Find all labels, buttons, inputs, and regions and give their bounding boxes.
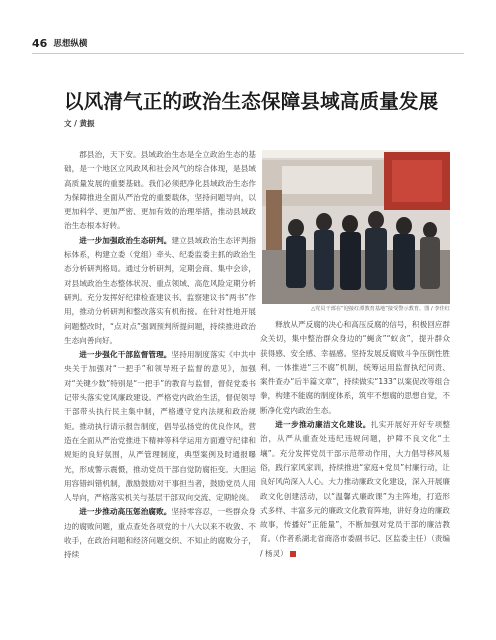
photo-caption: △党员干部在“迎接红潭教育基地”接受警示教育。图 / 李佳红 xyxy=(311,306,450,312)
article-photo xyxy=(262,150,450,304)
section-paragraph xyxy=(64,348,256,505)
subheading: 进一步加强政治生态研判。 xyxy=(79,235,172,245)
article-byline: 文 / 黄振 xyxy=(64,119,95,128)
subheading: 进一步推动高压惩治腐败。 xyxy=(79,507,172,517)
subheading: 进一步推动廉洁文化建设。 xyxy=(275,420,371,430)
paragraph: 释放从严反腐的决心和高压反腐的信号，积极回应群众关切，集中整治群众身边的“蝇贪”“蚁贪”，提升群众获得感、安全感、幸福感。坚持发展反腐败斗争压倒性胜利，一体推进“三不腐”机制，统筹运用监督执纪问责、案件查办“后半篇文章”，持续做实“133”以案促改等组合拳，构建不能腐的制度体系，筑牢不想腐的思想自觉，不断净化党内政治生态。 xyxy=(260,320,450,415)
paragraph: 郡县治，天下安。县域政治生态是全立政治生态的基础，是一个地区立风政风和社会风气的综合体现，是县域高质量发展的重要基础。我们必须把净化县域政治生态作为保障推进全面从严治党的重要载体，坚持问题导向，以更加科学、更加严密、更加有效的治理举措，推动县域政治生态根本好转。 xyxy=(64,150,256,231)
end-mark-icon xyxy=(290,551,296,557)
article-title: 以风清气正的政治生态保障县域高质量发展 xyxy=(64,90,439,113)
paragraph-body: 坚持用制度落实《中共中央关于加强对“一把手”和领导班子监督的意见》，加强对“关键少数”特别是“一把手”的教育与监督，督促党委书记带头落实党风廉政建设。严格党内政治生活，督促领导干部带头执行民主集中制，严格遵守党内法规和政治规矩。推动执行请示报告制度，倡导弘扬党的优良作风，营造在全面从严治党推进下精神等科学运用方面遵守纪律和规矩的良好氛围，从严管理制度，典型案例及时通报曝光，形成警示震慑，推动党员干部自觉防腐拒变。大胆运用容错纠错机制，激励鼓励对干事担当者，鼓励党员人用人导向，严格落实机关与基层干部双向交流、定期轮岗。 xyxy=(64,350,256,503)
section-title: 思想纵横 xyxy=(53,39,88,49)
paragraph-body: 扎实开展好开好专项整治，从严从重查处违纪违规问题，护障不良文化“土壤”。充分发挥党员干部示范带动作用，大力倡导移风易俗，践行家风家训，持续推进“家庭+党员”村廉行动，让良好风尚深入人心。大力推动廉政文化建设，深入开展廉政文化创建活动，以“温馨式廉政课”为主阵地，打造形式多样、丰富多元的廉政文化教育阵地，讲好身边的廉政故事，传播好“正能量”，不断加强对党员干部的廉洁教育。（作者系湖北省商洛市委副书记、区监委主任）（责编 / 杨灵） xyxy=(260,420,450,558)
page-header xyxy=(32,36,87,50)
article-right-column xyxy=(260,318,450,588)
header-divider xyxy=(32,53,464,54)
section-paragraph xyxy=(64,234,256,348)
page-number: 46 xyxy=(32,36,48,50)
section-paragraph xyxy=(260,418,450,561)
article-left-column xyxy=(64,148,256,588)
meeting-room-photo-illustration xyxy=(262,150,450,304)
section-paragraph xyxy=(64,505,256,562)
paragraph-body: 建立县域政治生态评判指标体系，构建立委（党组）牵头、纪委监委主抓的政治生态分析研判格局。通过分析研判，定期会商、集中会诊，对县域政治生态整体状况、重点领域、高危风险定期分析研判。充分发挥好纪律检查建议书、监察建议书“两书”作用，推动分析研判和整改落实有机衔接。在针对性地开展问题整改时，“点对点”强调预判所提问题，持续推进政治生态向善向好。 xyxy=(64,235,256,345)
subheading: 进一步强化干部监督管理。 xyxy=(79,350,172,360)
paragraph-body: 坚持零容忍，一些群众身边的腐败问题，重点查处各项党的十八大以来不收敛、不收手，在政治问题和经济问题交织、不知止的腐败分子，持续 xyxy=(64,507,256,560)
